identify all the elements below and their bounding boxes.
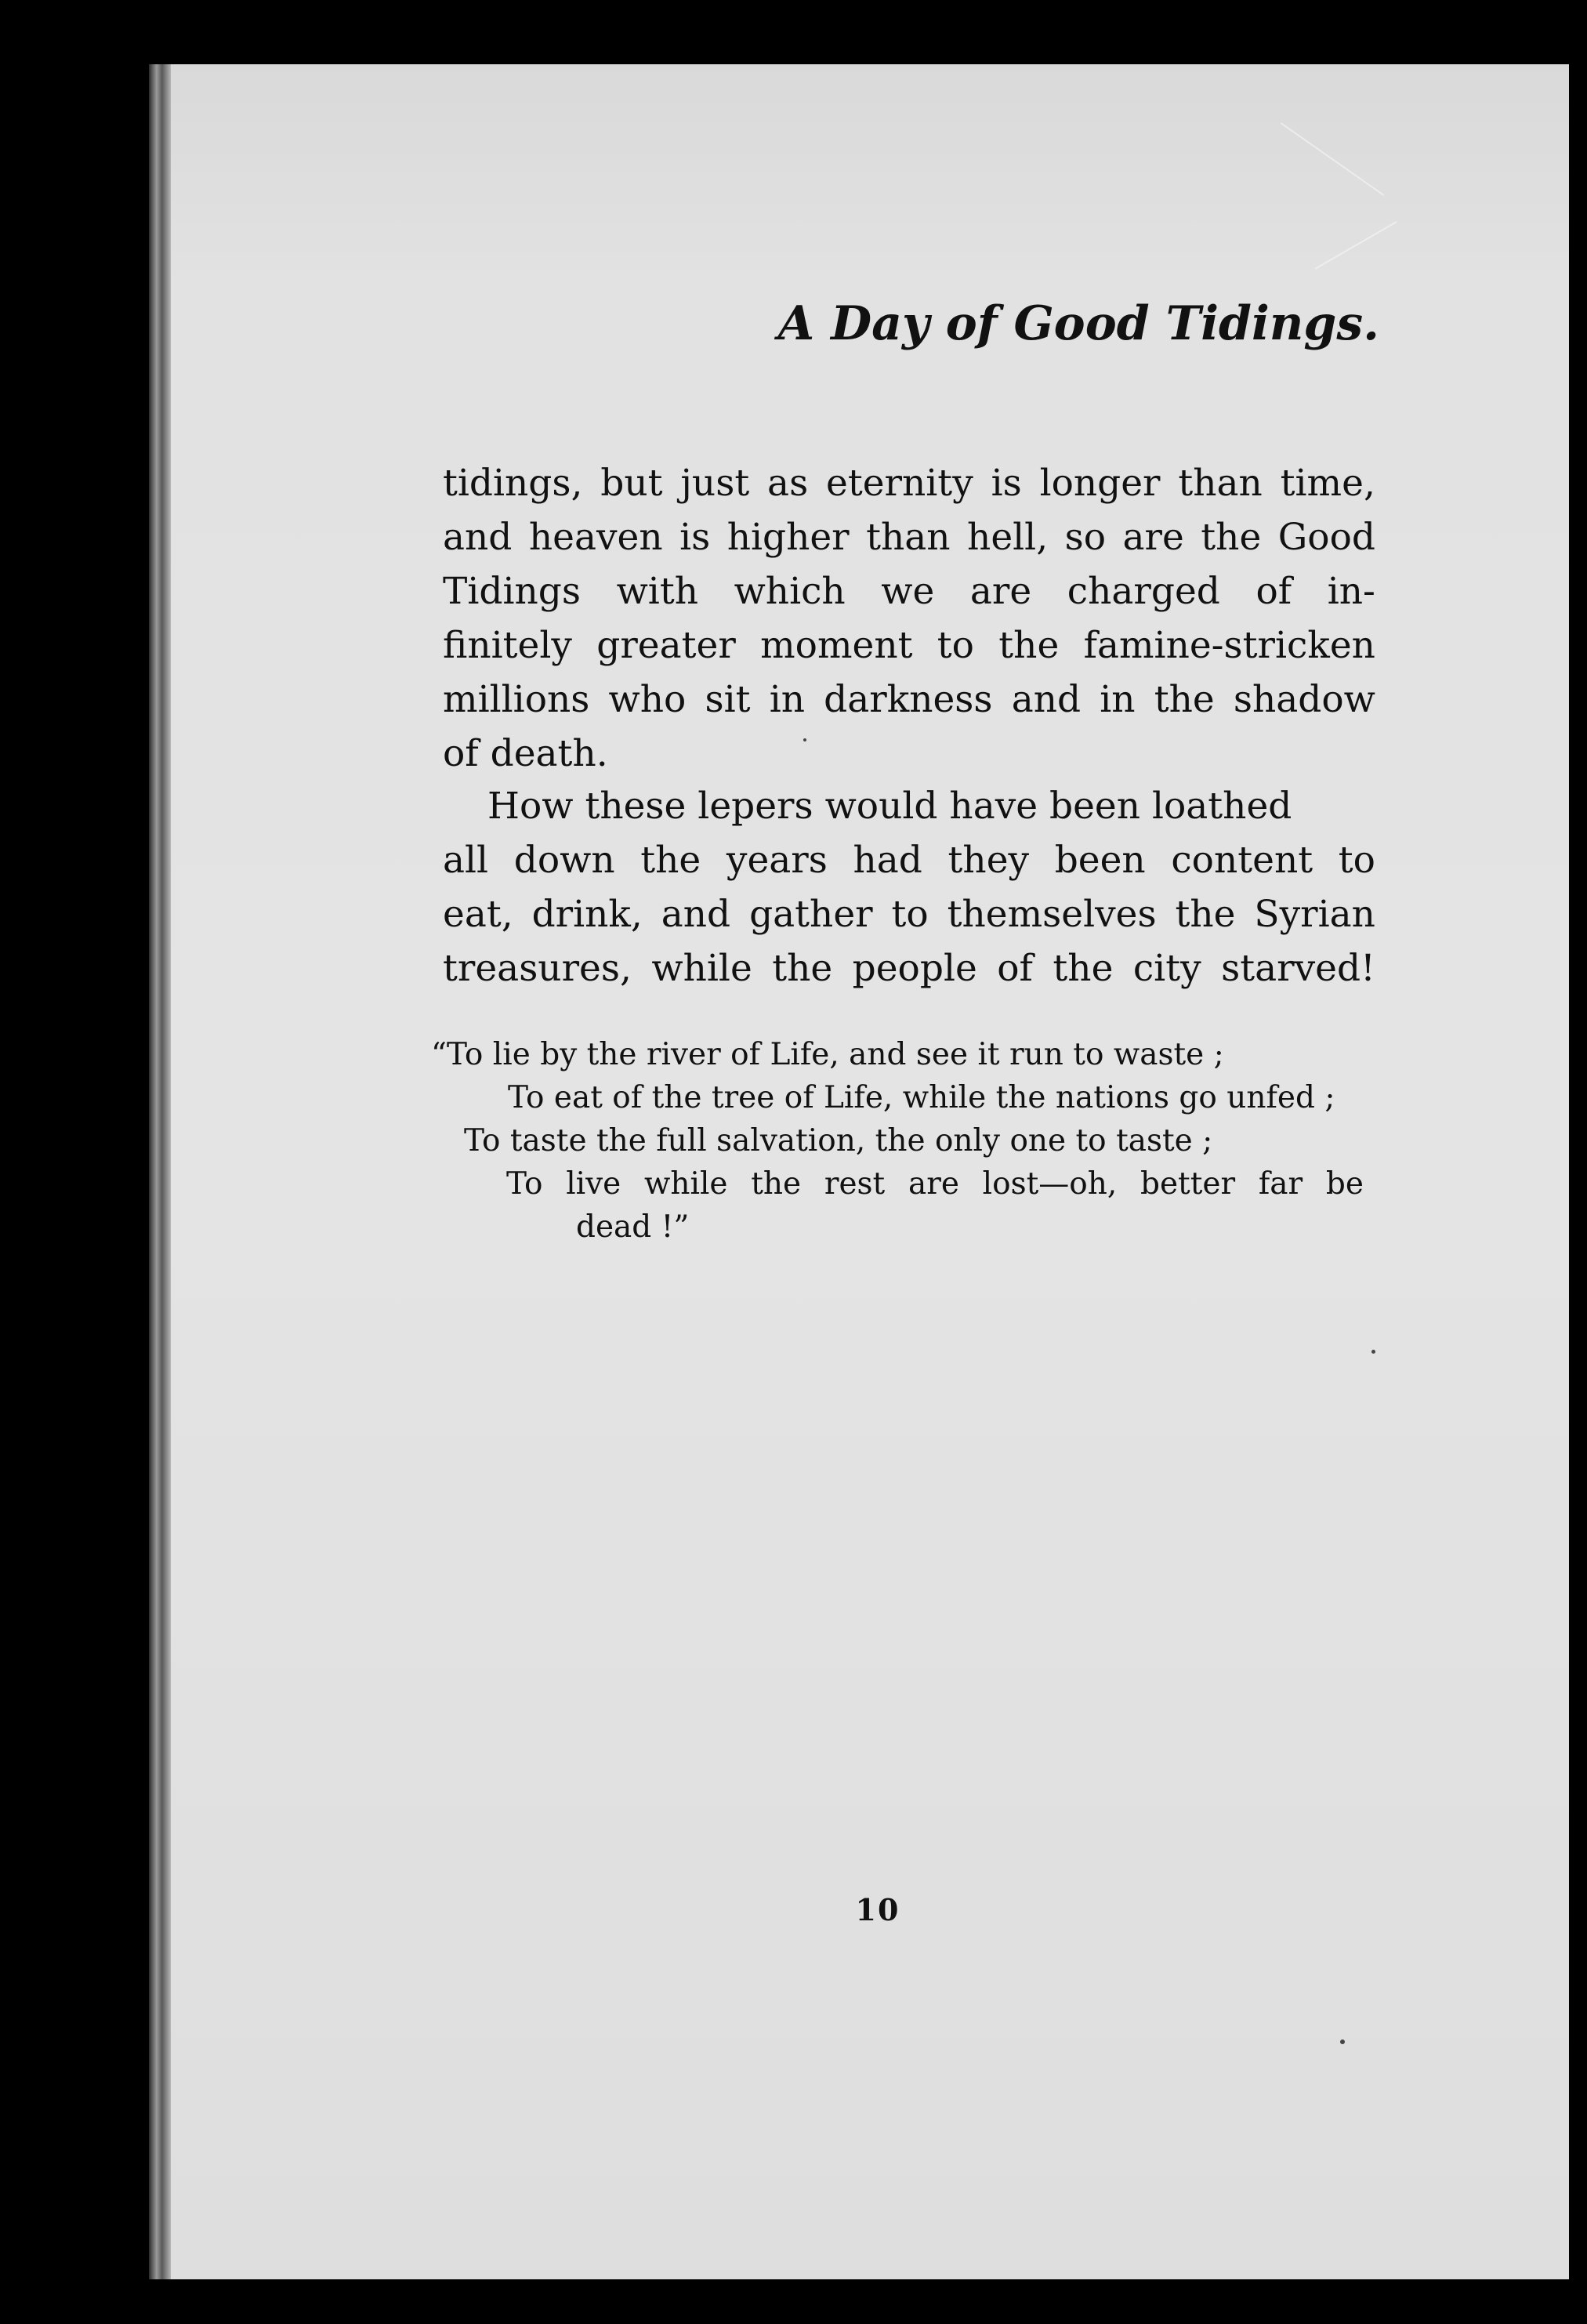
word: the [1201,516,1262,559]
text-line [443,618,1375,673]
word: had [853,839,922,882]
word: the [772,947,833,990]
word: drink, [531,893,643,936]
word: Good [1277,516,1375,559]
word: time, [1280,462,1375,505]
word: just [680,462,750,505]
text-line [443,833,1375,887]
word: the [1175,893,1236,936]
word: greater [596,624,736,667]
word: down [513,839,615,882]
word: and [443,516,513,559]
word: the [751,1166,802,1202]
word: lost—oh, [982,1166,1118,1202]
word: of [997,947,1033,990]
word: better [1140,1166,1236,1202]
word: which [734,570,846,613]
word: moment [760,624,913,667]
word: the [640,839,701,882]
word: they [947,839,1030,882]
word: charged [1067,570,1220,613]
word: famine-stricken [1083,624,1375,667]
word: are [908,1166,959,1202]
word: to [891,893,929,936]
word: and [661,893,731,936]
word: content [1171,839,1313,882]
word: Tidings [443,570,581,613]
word: as [767,462,809,505]
book-binding-edge [149,64,171,2279]
word: longer [1039,462,1161,505]
text-line: of death. [443,732,608,775]
word: be [1325,1166,1364,1202]
word: the [1154,678,1215,721]
text-line [443,564,1375,618]
word: Syrian [1254,893,1375,936]
word: than [1178,462,1263,505]
text-line: How these lepers would have been loathed [487,785,1292,828]
word: to [1338,839,1375,882]
word: rest [824,1166,886,1202]
word: we [881,570,935,613]
word: while [643,1166,728,1202]
text-line [443,510,1375,564]
word: higher [726,516,850,559]
ink-speck [1371,1350,1375,1354]
poem-line [431,1162,1364,1206]
word: all [443,839,489,882]
word: is [991,462,1022,505]
paragraph [443,456,1375,781]
word: in [769,678,806,721]
word: than [866,516,951,559]
word: in- [1327,570,1375,613]
ink-speck [1340,2039,1345,2044]
word: and [1011,678,1082,721]
paper-scratch [1315,221,1397,270]
word: eternity [826,462,973,505]
word: hell, [967,516,1049,559]
word: so [1064,516,1107,559]
word: live [566,1166,621,1202]
word: themselves [947,893,1157,936]
word: of [1255,570,1292,613]
running-head: A Day of Good Tidings. [777,296,1379,351]
word: darkness [824,678,993,721]
word: are [1122,516,1184,559]
word: to [937,624,974,667]
word: been [1054,839,1146,882]
text-line [443,887,1375,941]
text-line [443,673,1375,727]
paper-scratch [1281,122,1384,195]
word: shadow [1233,678,1375,721]
word: while [651,947,752,990]
word: but [600,462,663,505]
text-line [443,941,1375,995]
word: millions [443,678,590,721]
word: the [1053,947,1114,990]
word: the [998,624,1060,667]
word: in [1100,678,1136,721]
word: eat, [443,893,513,936]
word: is [679,516,711,559]
word: finitely [443,624,572,667]
word: city [1132,947,1201,990]
poem-line: To eat of the tree of Life, while the nations go unfed ; [508,1080,1335,1115]
word: tidings, [443,462,583,505]
poem-line: To taste the full salvation, the only one to taste ; [464,1123,1213,1158]
text-line [443,456,1375,510]
word: far [1258,1166,1303,1202]
poem-line: “To lie by the river of Life, and see it run to waste ; [431,1037,1224,1072]
word: years [726,839,828,882]
word: starved! [1221,947,1375,990]
word: To [506,1166,543,1202]
paragraph [443,779,1375,995]
poem-quotation [431,1033,1364,1249]
word: who [608,678,687,721]
word: sit [705,678,751,721]
word: people [852,947,977,990]
word: are [969,570,1032,613]
poem-line: dead !” [576,1209,690,1245]
word: with [616,570,698,613]
word: gather [749,893,873,936]
page-number: 10 [855,1892,900,1927]
word: treasures, [443,947,632,990]
word: heaven [528,516,663,559]
